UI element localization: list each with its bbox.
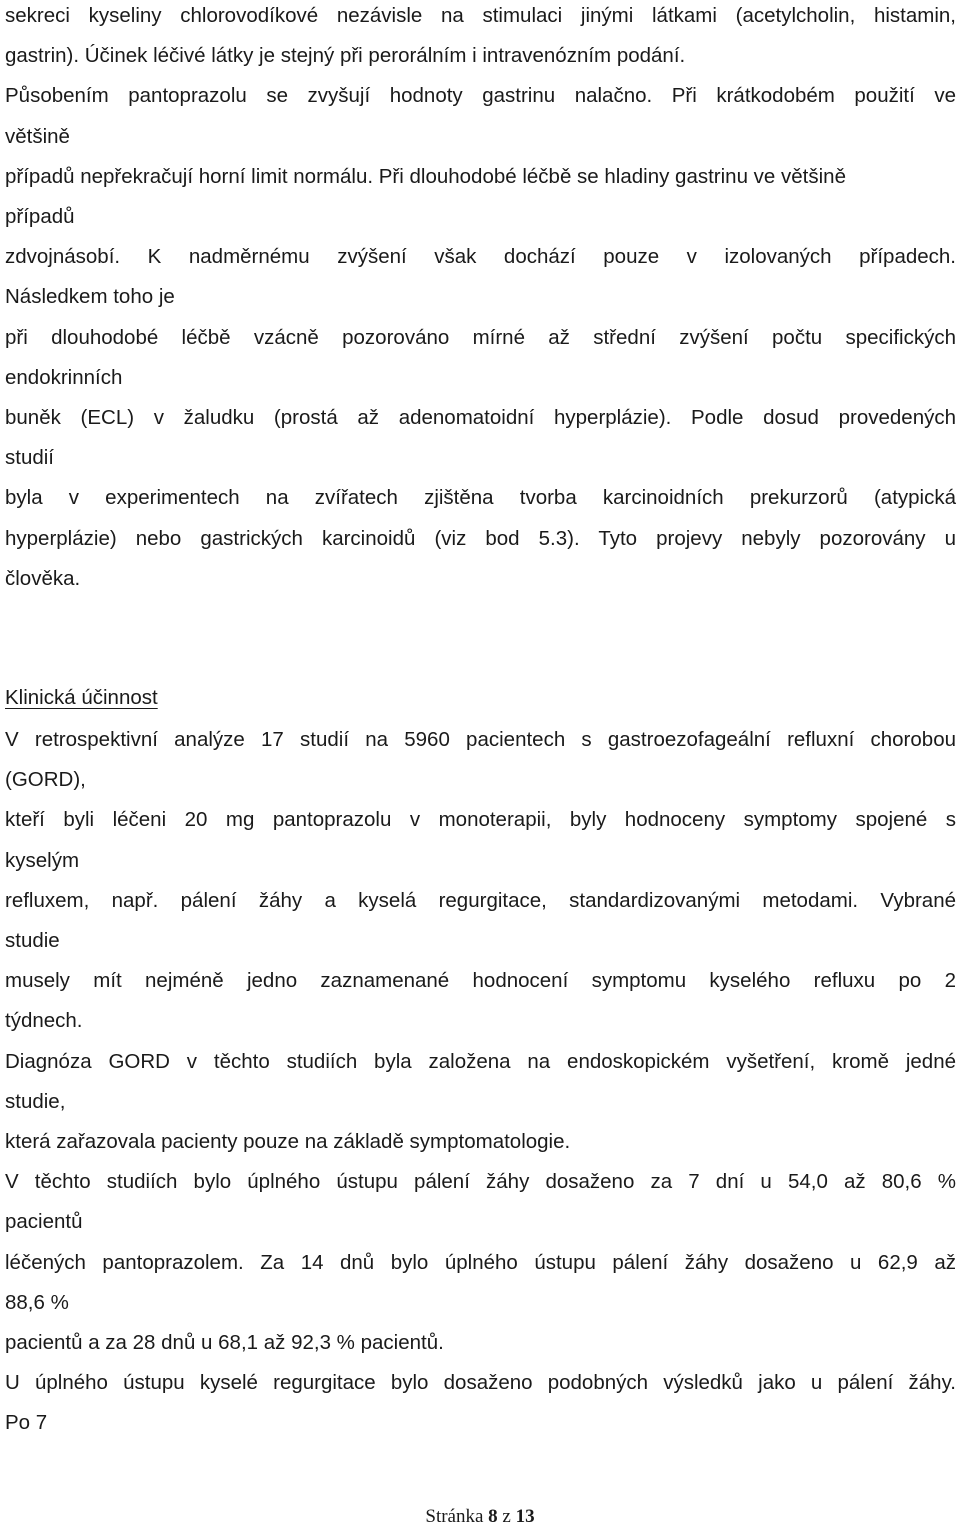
text-line: sekreci kyseliny chlorovodíkové nezávisle na stimulaci jinými látkami (acetylcholin, histamin, <box>5 4 956 27</box>
footer-prefix: Stránka <box>425 1506 489 1527</box>
footer-middle: z <box>497 1506 516 1527</box>
text-line: Diagnóza GORD v těchto studiích byla založena na endoskopickém vyšetření, kromě jedné <box>5 1049 956 1073</box>
text-line: Následkem toho je <box>5 285 175 309</box>
section-heading: Klinická účinnost <box>5 686 158 709</box>
text-line: Po 7 <box>5 1411 48 1435</box>
text-line: kteří byli léčeni 20 mg pantoprazolu v monoterapii, byly hodnoceny symptomy spojené s <box>5 808 956 832</box>
text-line: studií <box>5 446 54 470</box>
text-line: která zařazovala pacienty pouze na základě symptomatologie. <box>5 1130 571 1153</box>
text-line: hyperplázie) nebo gastrických karcinoidů (viz bod 5.3). Tyto projevy nebyly pozorovány u <box>5 526 956 550</box>
footer-page-number: 8 <box>488 1506 498 1527</box>
text-line: gastrin). Účinek léčivé látky je stejný při perorálním i intravenózním podání. <box>5 44 686 68</box>
text-line: případů nepřekračují horní limit normálu. Při dlouhodobé léčbě se hladiny gastrinu ve většině <box>5 164 846 188</box>
text-line: léčených pantoprazolem. Za 14 dnů bylo úplného ústupu pálení žáhy dosaženo u 62,9 až <box>5 1250 956 1274</box>
text-line: týdnech. <box>5 1009 83 1033</box>
text-line: V retrospektivní analýze 17 studií na 5960 pacientech s gastroezofageální refluxní chorobou <box>5 728 956 751</box>
text-line: endokrinních <box>5 365 123 389</box>
text-line: 88,6 % <box>5 1290 69 1314</box>
text-line: Působením pantoprazolu se zvyšují hodnoty gastrinu nalačno. Při krátkodobém použití ve <box>5 84 956 108</box>
text-line: pacientů a za 28 dnů u 68,1 až 92,3 % pacientů. <box>5 1331 444 1354</box>
text-line: člověka. <box>5 566 81 590</box>
text-line: byla v experimentech na zvířatech zjištěna tvorba karcinoidních prekurzorů (atypická <box>5 486 956 510</box>
text-line: při dlouhodobé léčbě vzácně pozorováno mírné až střední zvýšení počtu specifických <box>5 325 956 349</box>
footer-page-total: 13 <box>515 1506 535 1527</box>
text-line: kyselým <box>5 848 80 872</box>
text-line: většině <box>5 124 70 148</box>
text-line: pacientů <box>5 1210 83 1234</box>
text-line: refluxem, např. pálení žáhy a kyselá regurgitace, standardizovanými metodami. Vybrané <box>5 888 956 912</box>
text-line: případů <box>5 205 75 228</box>
text-line: studie <box>5 929 60 952</box>
text-line: (GORD), <box>5 768 86 792</box>
text-line: V těchto studiích bylo úplného ústupu pálení žáhy dosaženo za 7 dní u 54,0 až 80,6 % <box>5 1170 956 1194</box>
text-line: studie, <box>5 1089 66 1113</box>
text-line: U úplného ústupu kyselé regurgitace bylo dosaženo podobných výsledků jako u pálení žáhy. <box>5 1371 956 1395</box>
text-line: musely mít nejméně jedno zaznamenané hodnocení symptomu kyselého refluxu po 2 <box>5 969 956 993</box>
text-line: buněk (ECL) v žaludku (prostá až adenomatoidní hyperplázie). Podle dosud provedených <box>5 406 956 429</box>
text-line: zdvojnásobí. K nadměrnému zvýšení však dochází pouze v izolovaných případech. <box>5 245 956 269</box>
